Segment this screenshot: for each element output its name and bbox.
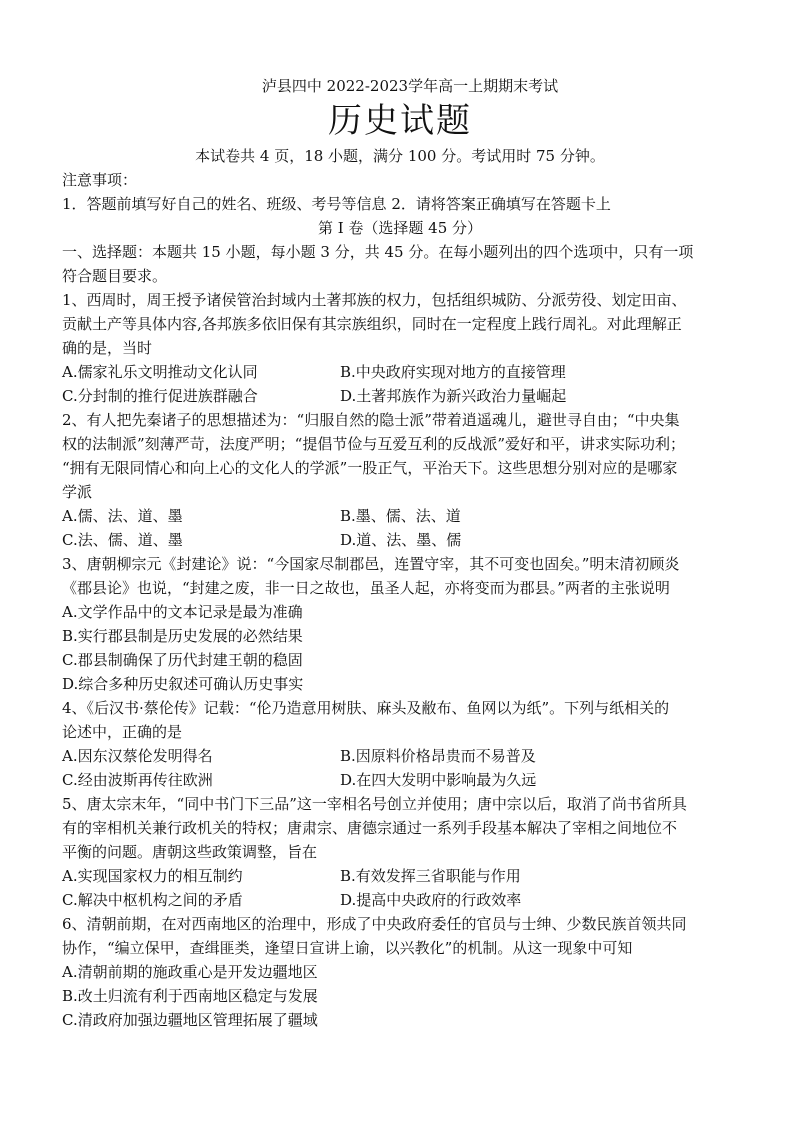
- option-c: C.解决中枢机构之间的矛盾: [62, 891, 243, 909]
- question-text-line: 6、清朝前期，在对西南地区的治理中，形成了中央政府委任的官员与士绅、少数民族首领共同: [62, 915, 687, 933]
- option-row: [62, 864, 738, 888]
- option-row: [62, 360, 738, 384]
- option-row: [62, 984, 738, 1008]
- exam-page: [62, 74, 738, 1032]
- page-title: 历史试题: [328, 101, 472, 141]
- option-row: [62, 528, 738, 552]
- option-row: [62, 888, 738, 912]
- question-text-line: 论述中，正确的是: [62, 723, 183, 741]
- option-c: C.经由波斯再传往欧洲: [62, 771, 213, 789]
- option-b: B.因原料价格昂贵而不易普及: [340, 747, 536, 765]
- section-heading: 第 I 卷（选择题 45 分）: [317, 219, 483, 237]
- option-c: C.法、儒、道、墨: [62, 531, 183, 549]
- question-text-line: 有的宰相机关兼行政机关的特权；唐肃宗、唐德宗通过一系列手段基本解决了宰相之间地位不: [62, 819, 678, 837]
- option-row: [62, 504, 738, 528]
- option-b: B.实行郡县制是历史发展的必然结果: [62, 627, 303, 645]
- question-3: [62, 552, 738, 696]
- option-a: A.儒、法、道、墨: [62, 507, 183, 525]
- section-intro-line: 一、选择题：本题共 15 小题，每小题 3 分，共 45 分。在每小题列出的四个选项中，只有一项: [62, 243, 694, 261]
- question-2: [62, 408, 738, 552]
- option-row: [62, 384, 738, 408]
- question-text-line: 3、唐朝柳宗元《封建论》说：“今国家尽制郡邑，连置守宰，其不可变也固矣。”明末清初顾炎: [62, 555, 680, 573]
- question-text-line: 1、西周时，周王授予诸侯管治封域内土著邦族的权力，包括组织城防、分派劳役、划定田亩、: [62, 291, 687, 309]
- option-c: C.分封制的推行促进族群融合: [62, 387, 258, 405]
- option-row: [62, 648, 738, 672]
- option-row: [62, 624, 738, 648]
- option-d: D.综合多种历史叙述可确认历史事实: [62, 675, 304, 693]
- option-d: D.提高中央政府的行政效率: [340, 891, 522, 909]
- exam-info: 本试卷共 4 页，18 小题，满分 100 分。考试用时 75 分钟。: [195, 147, 605, 165]
- notes-line: 1．答题前填写好自己的姓名、班级、考号等信息 2．请将答案正确填写在答题卡上: [62, 195, 611, 213]
- option-row: [62, 1008, 738, 1032]
- option-a: A.清朝前期的施政重心是开发边疆地区: [62, 963, 318, 981]
- option-a: A.实现国家权力的相互制约: [62, 867, 243, 885]
- question-text-line: 确的是，当时: [62, 339, 153, 357]
- option-a: A.文学作品中的文本记录是最为准确: [62, 603, 303, 621]
- option-row: [62, 960, 738, 984]
- option-d: D.土著邦族作为新兴政治力量崛起: [340, 387, 567, 405]
- question-text-line: 5、唐太宗末年，“同中书门下三品”这一宰相名号创立并使用；唐中宗以后，取消了尚书省所具: [62, 795, 687, 813]
- question-4: [62, 696, 738, 792]
- section-intro-line: 符合题目要求。: [62, 267, 168, 285]
- option-c: C.郡县制确保了历代封建王朝的稳固: [62, 651, 303, 669]
- option-b: B.墨、儒、法、道: [340, 507, 461, 525]
- question-text-line: 《郡县论》也说，“封建之废，非一日之故也，虽圣人起，亦将变而为郡县。”两者的主张说明: [62, 579, 670, 597]
- option-d: D.在四大发明中影响最为久远: [340, 771, 537, 789]
- question-text-line: “拥有无限同情心和向上心的文化人的学派”一股正气，平治天下。这些思想分别对应的是哪家: [62, 459, 678, 477]
- question-5: [62, 792, 738, 912]
- option-b: B.改土归流有利于西南地区稳定与发展: [62, 987, 318, 1005]
- notes-label: 注意事项：: [62, 171, 138, 189]
- question-text-line: 学派: [62, 483, 93, 501]
- option-row: [62, 744, 738, 768]
- question-text-line: 贡献土产等具体内容,各邦族多依旧保有其宗族组织，同时在一定程度上践行周礼。对此理解正: [62, 315, 682, 333]
- question-text-line: 权的法制派”刻薄严苛，法度严明；“提倡节俭与互爱互利的反战派”爱好和平，讲求实际功利；: [62, 435, 686, 453]
- option-a: A.儒家礼乐文明推动文化认同: [62, 363, 258, 381]
- option-row: [62, 672, 738, 696]
- question-text-line: 2、有人把先秦诸子的思想描述为：“归服自然的隐士派”带着逍遥魂儿，避世寻自由；“中央集: [62, 411, 680, 429]
- option-b: B.中央政府实现对地方的直接管理: [340, 363, 566, 381]
- option-a: A.因东汉蔡伦发明得名: [62, 747, 213, 765]
- option-c: C.清政府加强边疆地区管理拓展了疆域: [62, 1011, 318, 1029]
- question-text-line: 协作，“编立保甲，查缉匪类，逢望日宣讲上谕，以兴教化”的机制。从这一现象中可知: [62, 939, 633, 957]
- school-exam-line: 泸县四中 2022-2023学年高一上期期末考试: [261, 77, 559, 95]
- option-b: B.有效发挥三省职能与作用: [340, 867, 521, 885]
- question-6: [62, 912, 738, 1032]
- option-row: [62, 768, 738, 792]
- question-text-line: 平衡的问题。唐朝这些政策调整，旨在: [62, 843, 318, 861]
- option-d: D.道、法、墨、儒: [340, 531, 462, 549]
- question-text-line: 4、《后汉书·蔡伦传》记载：“伦乃造意用树肤、麻头及敝布、鱼网以为纸”。下列与纸相关的: [62, 699, 670, 717]
- question-1: [62, 288, 738, 408]
- option-row: [62, 600, 738, 624]
